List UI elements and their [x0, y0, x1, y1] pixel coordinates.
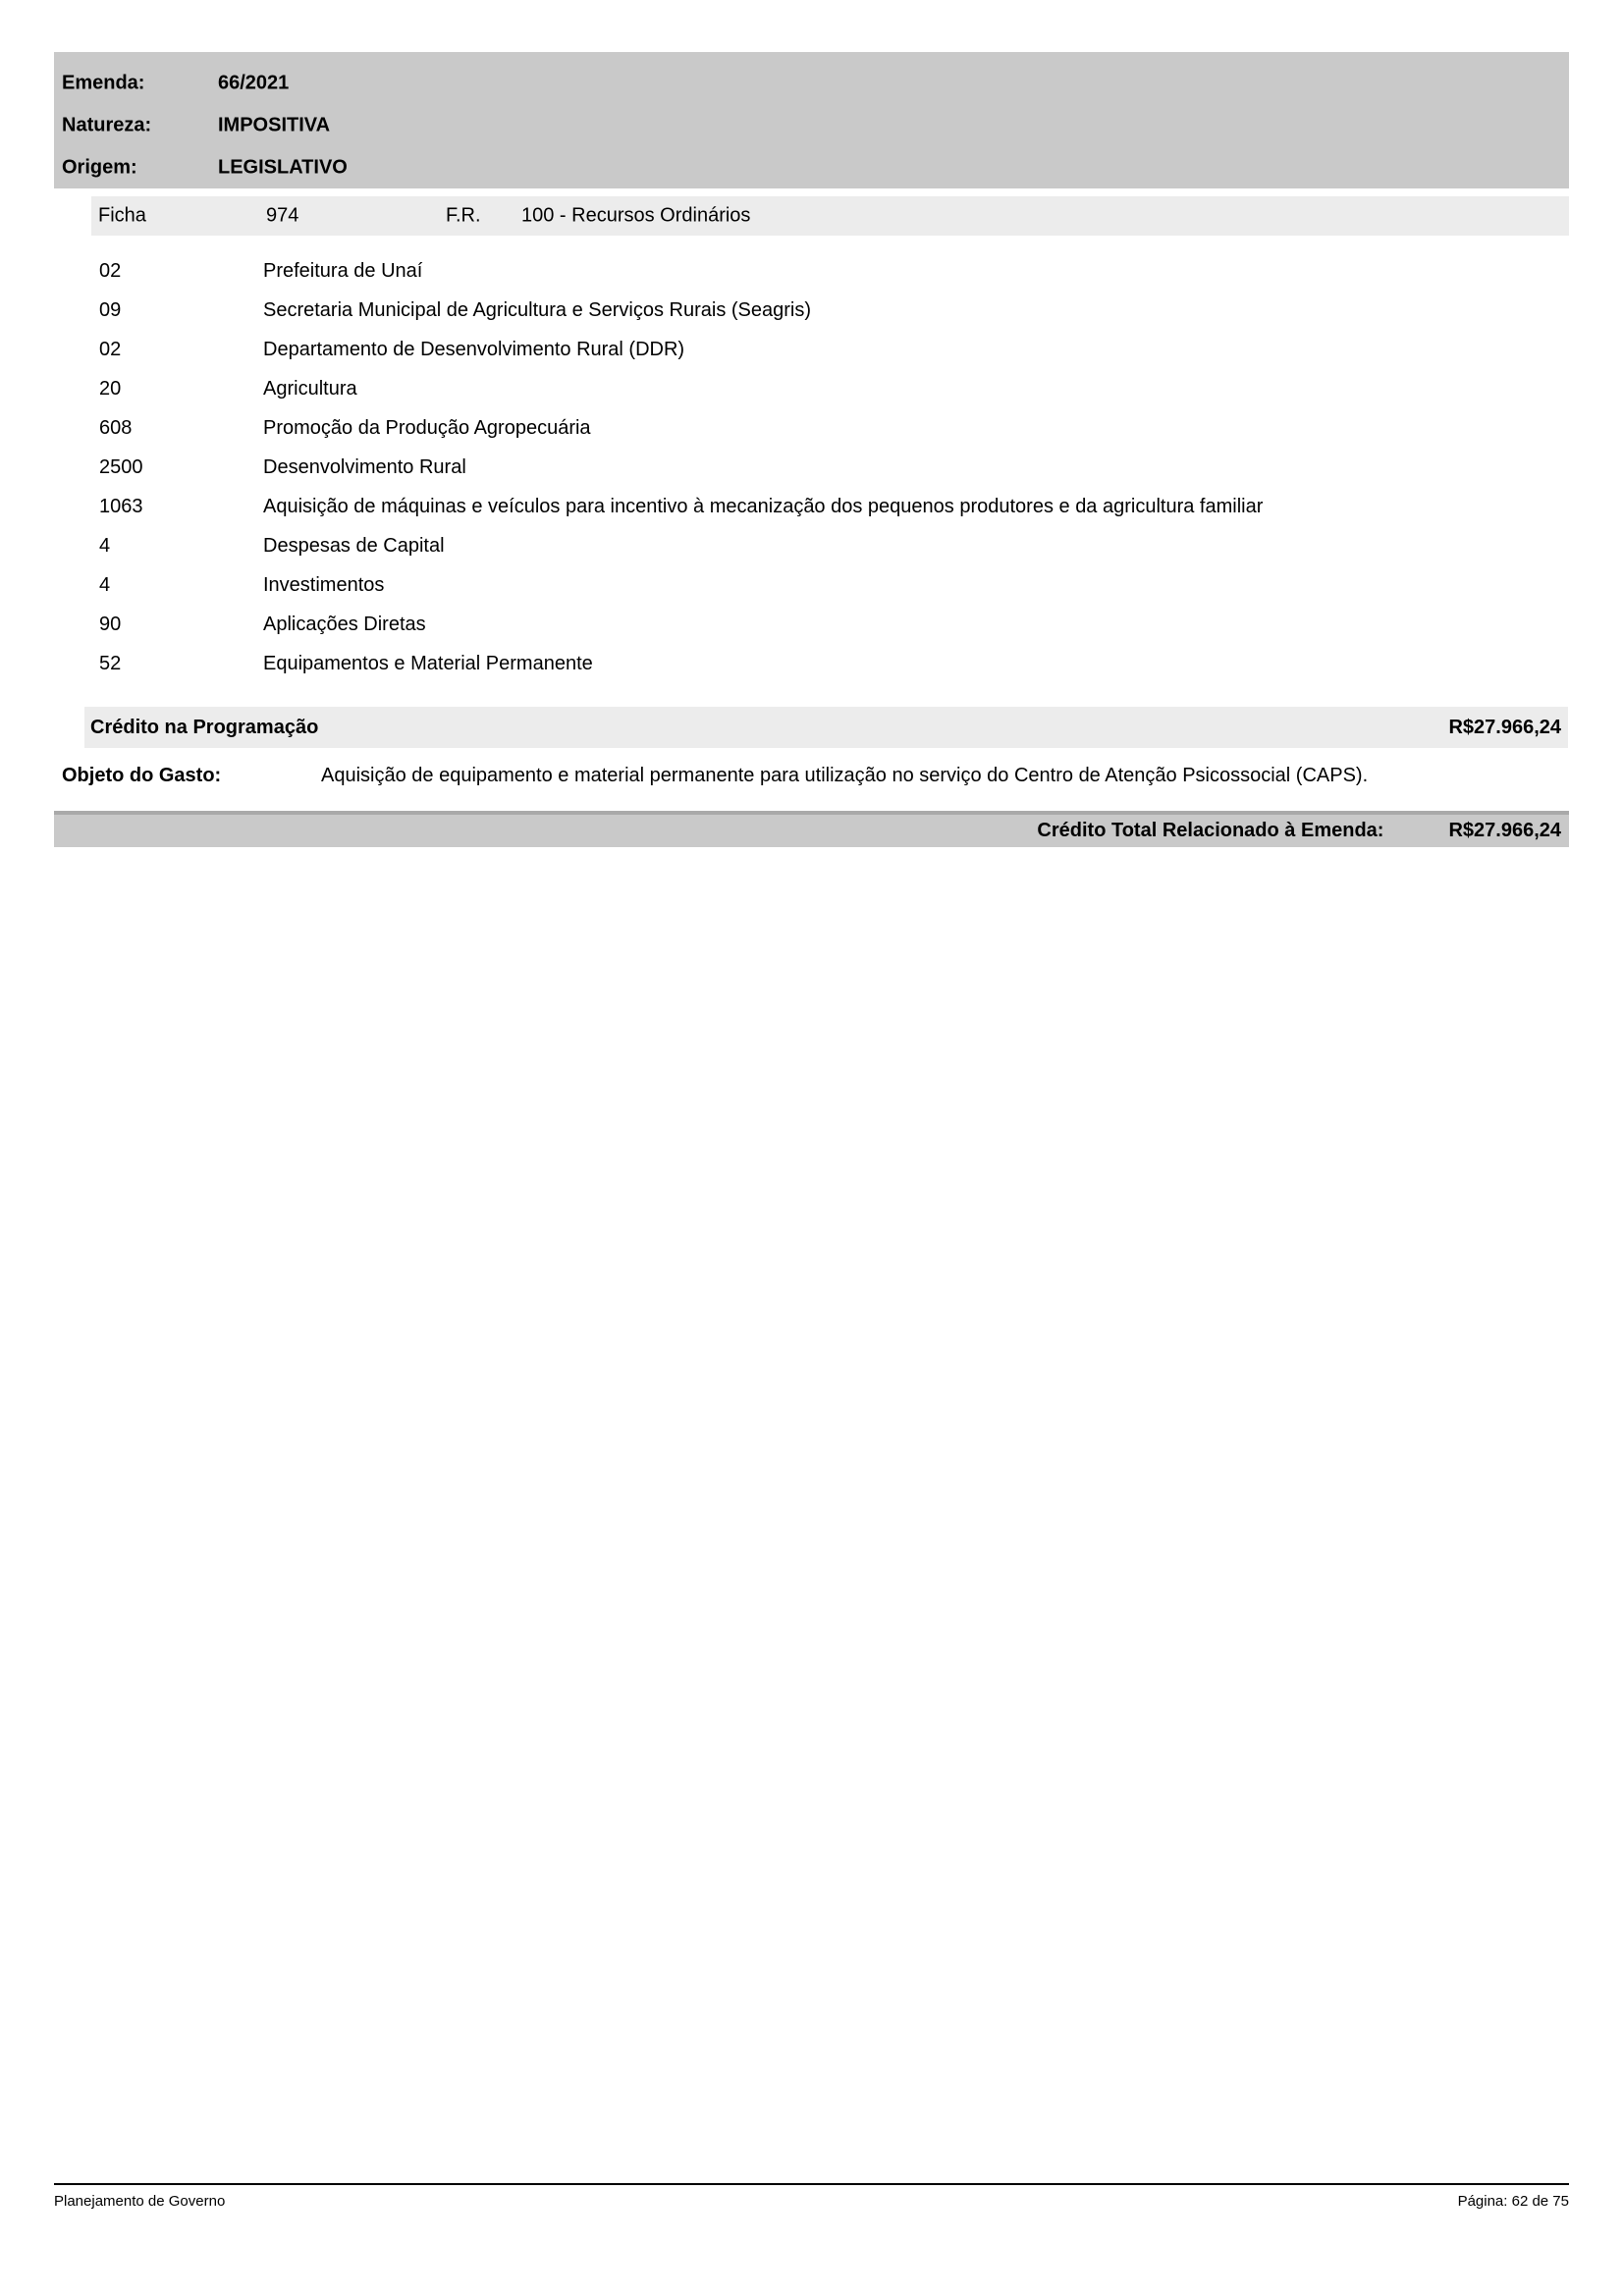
row-description: Departamento de Desenvolvimento Rural (DDR) [263, 338, 685, 360]
classification-row [99, 369, 1569, 408]
credito-total-bar [54, 811, 1569, 847]
classification-list [99, 251, 1569, 683]
row-description: Equipamentos e Material Permanente [263, 652, 593, 674]
classification-row [99, 291, 1569, 330]
row-code: 2500 [99, 455, 143, 478]
natureza-value: IMPOSITIVA [218, 114, 331, 135]
objeto-do-gasto-label: Objeto do Gasto: [62, 765, 222, 786]
page-footer [54, 2183, 1569, 2210]
ficha-number: 974 [266, 204, 299, 227]
classification-row [99, 330, 1569, 369]
row-code: 20 [99, 377, 122, 400]
classification-row [99, 448, 1569, 487]
credito-total-value: R$27.966,24 [1448, 820, 1561, 841]
fr-label: F.R. [446, 204, 481, 227]
classification-row [99, 644, 1569, 683]
row-code: 4 [99, 534, 111, 557]
ficha-bar [91, 196, 1569, 236]
emenda-row [54, 62, 1569, 104]
row-description: Promoção da Produção Agropecuária [263, 416, 591, 439]
row-code: 1063 [99, 495, 143, 517]
footer-page-number: Página: 62 de 75 [1457, 2193, 1569, 2210]
classification-row [99, 251, 1569, 291]
row-description: Aplicações Diretas [263, 613, 426, 635]
classification-row [99, 526, 1569, 565]
objeto-do-gasto [62, 763, 1569, 788]
credito-programacao-label: Crédito na Programação [90, 716, 319, 738]
row-code: 02 [99, 338, 122, 360]
emenda-value: 66/2021 [218, 72, 290, 93]
classification-row [99, 605, 1569, 644]
row-code: 52 [99, 652, 122, 674]
fr-value: 100 - Recursos Ordinários [521, 204, 751, 227]
origem-label: Origem: [62, 156, 137, 178]
row-code: 09 [99, 298, 122, 321]
row-description: Investimentos [263, 573, 385, 596]
row-description: Despesas de Capital [263, 534, 445, 557]
row-description: Desenvolvimento Rural [263, 455, 466, 478]
row-code: 02 [99, 259, 122, 282]
row-description: Secretaria Municipal de Agricultura e Serviços Rurais (Seagris) [263, 298, 812, 321]
credito-programacao-value: R$27.966,24 [1448, 716, 1561, 738]
objeto-do-gasto-text: Aquisição de equipamento e material permanente para utilização no serviço do Centro de Atenção Psicossocial (CAPS). [321, 765, 1369, 786]
classification-row [99, 487, 1569, 526]
row-description: Prefeitura de Unaí [263, 259, 423, 282]
emenda-header-block [54, 52, 1569, 188]
footer-left-text: Planejamento de Governo [54, 2193, 226, 2210]
classification-row [99, 408, 1569, 448]
natureza-label: Natureza: [62, 114, 152, 135]
credito-programacao-bar [84, 707, 1568, 748]
classification-row [99, 565, 1569, 605]
origem-row [54, 146, 1569, 188]
row-description: Aquisição de máquinas e veículos para incentivo à mecanização dos pequenos produtores e da agricultura familiar [263, 495, 1264, 517]
row-description: Agricultura [263, 377, 357, 400]
origem-value: LEGISLATIVO [218, 156, 348, 178]
ficha-label: Ficha [98, 204, 146, 227]
credito-total-label: Crédito Total Relacionado à Emenda: [1037, 820, 1384, 841]
natureza-row [54, 104, 1569, 146]
row-code: 608 [99, 416, 133, 439]
emenda-label: Emenda: [62, 72, 145, 93]
row-code: 90 [99, 613, 122, 635]
row-code: 4 [99, 573, 111, 596]
